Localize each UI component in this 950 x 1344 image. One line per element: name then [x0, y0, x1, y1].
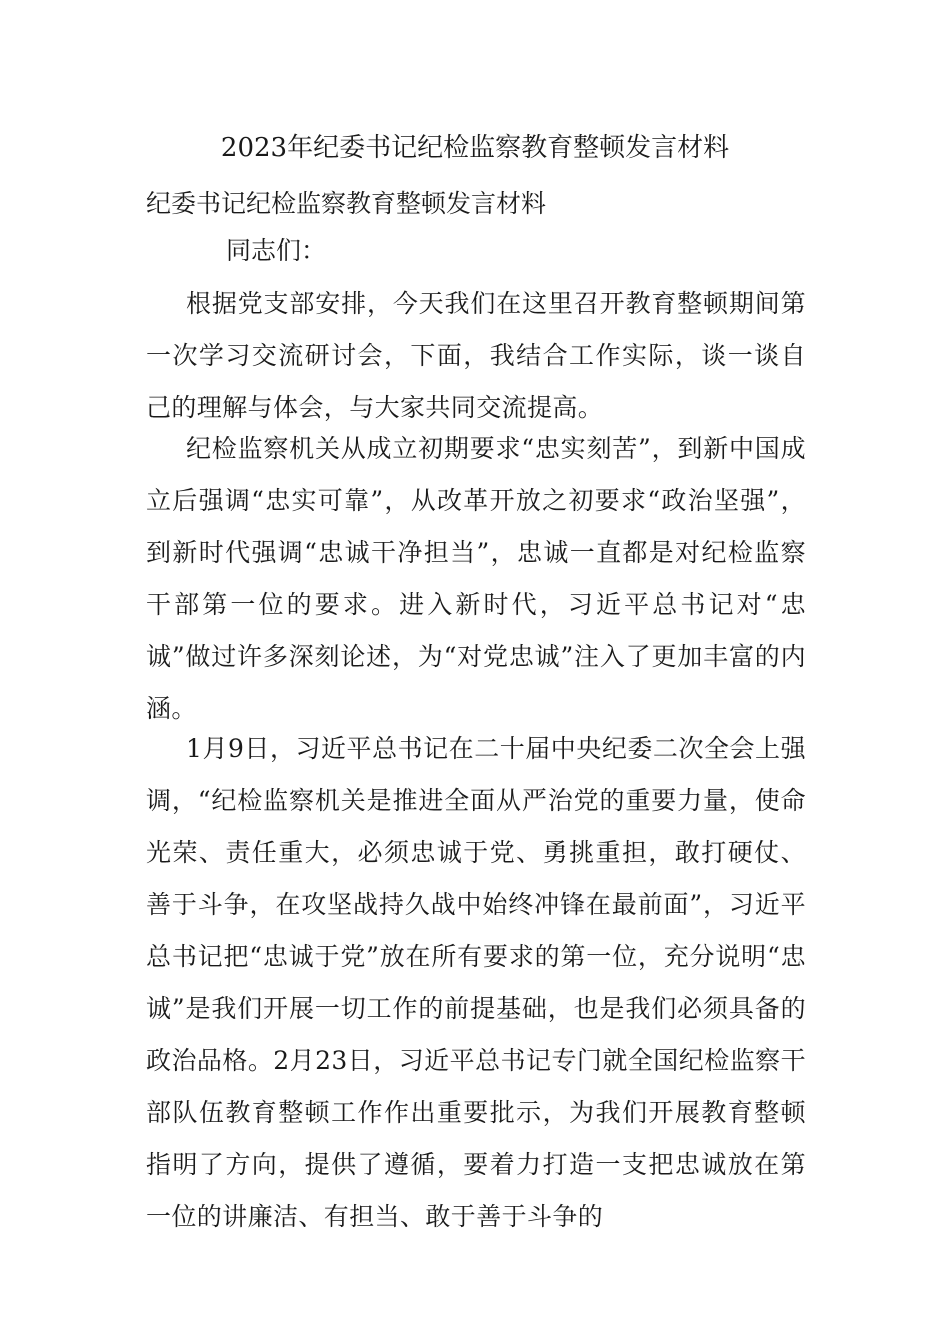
document-title: 2023年纪委书记纪检监察教育整顿发言材料 [220, 133, 730, 163]
greeting-line: 同志们： [226, 236, 327, 265]
paragraph-3: 1月9日，习近平总书记在二十届中央纪委二次全会上强调，“纪检监察机关是推进全面从严治党的重要力量，使命光荣、责任重大，必须忠诚于党、勇挑重担，敢打硬仗、善于斗争，在攻坚战持久战中始终冲锋在最前面”，习近平总书记把“忠诚于党”放在所有要求的第一位，充分说明“忠诚”是我们开展一切工作的前提基础，也是我们必须具备的政治品格。2月23日，习近平总书记专门就全国纪检监察干部队伍教育整顿工作作出重要批示，为我们开展教育整顿指明了方向，提供了遵循，要着力打造一支把忠诚放在第一位的讲廉洁、有担当、敢于善于斗争的 [146, 734, 806, 1231]
paragraph-1: 根据党支部安排，今天我们在这里召开教育整顿期间第一次学习交流研讨会，下面，我结合工作实际，谈一谈自己的理解与体会，与大家共同交流提高。 [146, 289, 806, 422]
document-subtitle: 纪委书记纪检监察教育整顿发言材料 [146, 189, 547, 218]
paragraph-2: 纪检监察机关从成立初期要求“忠实刻苦”，到新中国成立后强调“忠实可靠”，从改革开放之初要求“政治坚强”，到新时代强调“忠诚干净担当”，忠诚一直都是对纪检监察干部第一位的要求。进入新时代，习近平总书记对“忠诚”做过许多深刻论述，为“对党忠诚”注入了更加丰富的内涵。 [146, 434, 806, 723]
